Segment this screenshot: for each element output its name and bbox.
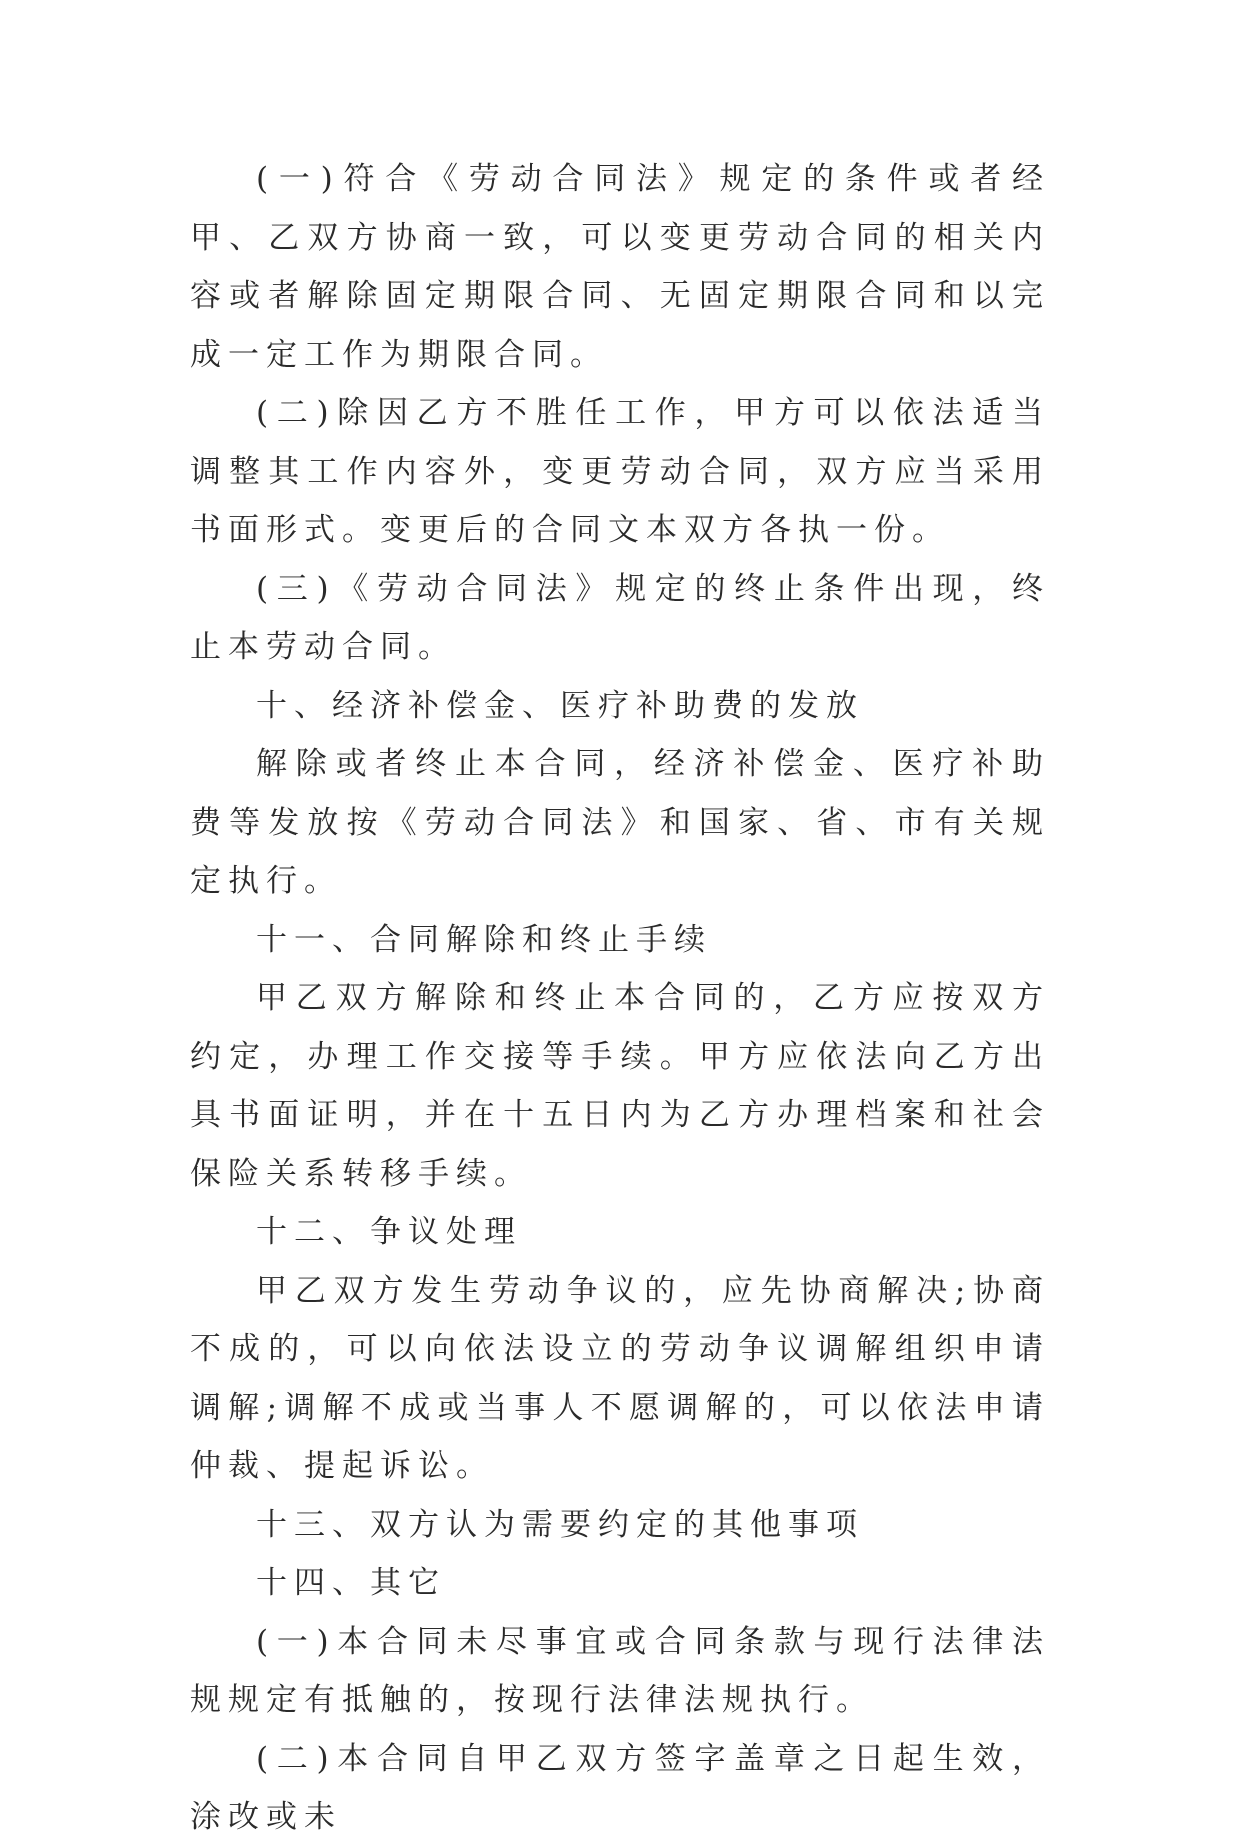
section-heading-dispute: 十二、争议处理: [256, 1214, 522, 1250]
clause-termination-procedures: 甲乙双方解除和终止本合同的，乙方应按双方约定，办理工作交接等手续。甲方应依法向乙方出具书面证明，并在十五日内为乙方办理档案和社会保险关系转移手续。: [190, 980, 1050, 1192]
clause-dispute: 甲乙双方发生劳动争议的，应先协商解决;协商不成的，可以向依法设立的劳动争议调解组织申请调解;调解不成或当事人不愿调解的，可以依法申请仲裁、提起诉讼。: [190, 1272, 1050, 1484]
section-heading-miscellaneous: 十四、其它: [256, 1565, 446, 1601]
clause-effective-date: (二)本合同自甲乙双方签字盖章之日起生效，涂改或未: [190, 1740, 1050, 1835]
document-body: [190, 150, 1050, 1847]
section-heading-compensation: 十、经济补偿金、医疗补助费的发放: [256, 687, 864, 724]
clause-termination-conditions: (三)《劳动合同法》规定的终止条件出现，终止本劳动合同。: [190, 570, 1050, 665]
clause-applicable-law: (一)本合同未尽事宜或合同条款与现行法律法规规定有抵触的，按现行法律法规执行。: [190, 1623, 1050, 1718]
clause-change-written-form: (二)除因乙方不胜任工作，甲方可以依法适当调整其工作内容外，变更劳动合同，双方应当采用书面形式。变更后的合同文本双方各执一份。: [190, 395, 1050, 548]
clause-change-conditions: (一)符合《劳动合同法》规定的条件或者经甲、乙双方协商一致，可以变更劳动合同的相关内容或者解除固定期限合同、无固定期限合同和以完成一定工作为期限合同。: [190, 161, 1050, 373]
section-heading-other-matters: 十三、双方认为需要约定的其他事项: [256, 1506, 864, 1543]
clause-compensation: 解除或者终止本合同，经济补偿金、医疗补助费等发放按《劳动合同法》和国家、省、市有关规定执行。: [190, 746, 1050, 899]
section-heading-termination-procedures: 十一、合同解除和终止手续: [256, 921, 712, 958]
